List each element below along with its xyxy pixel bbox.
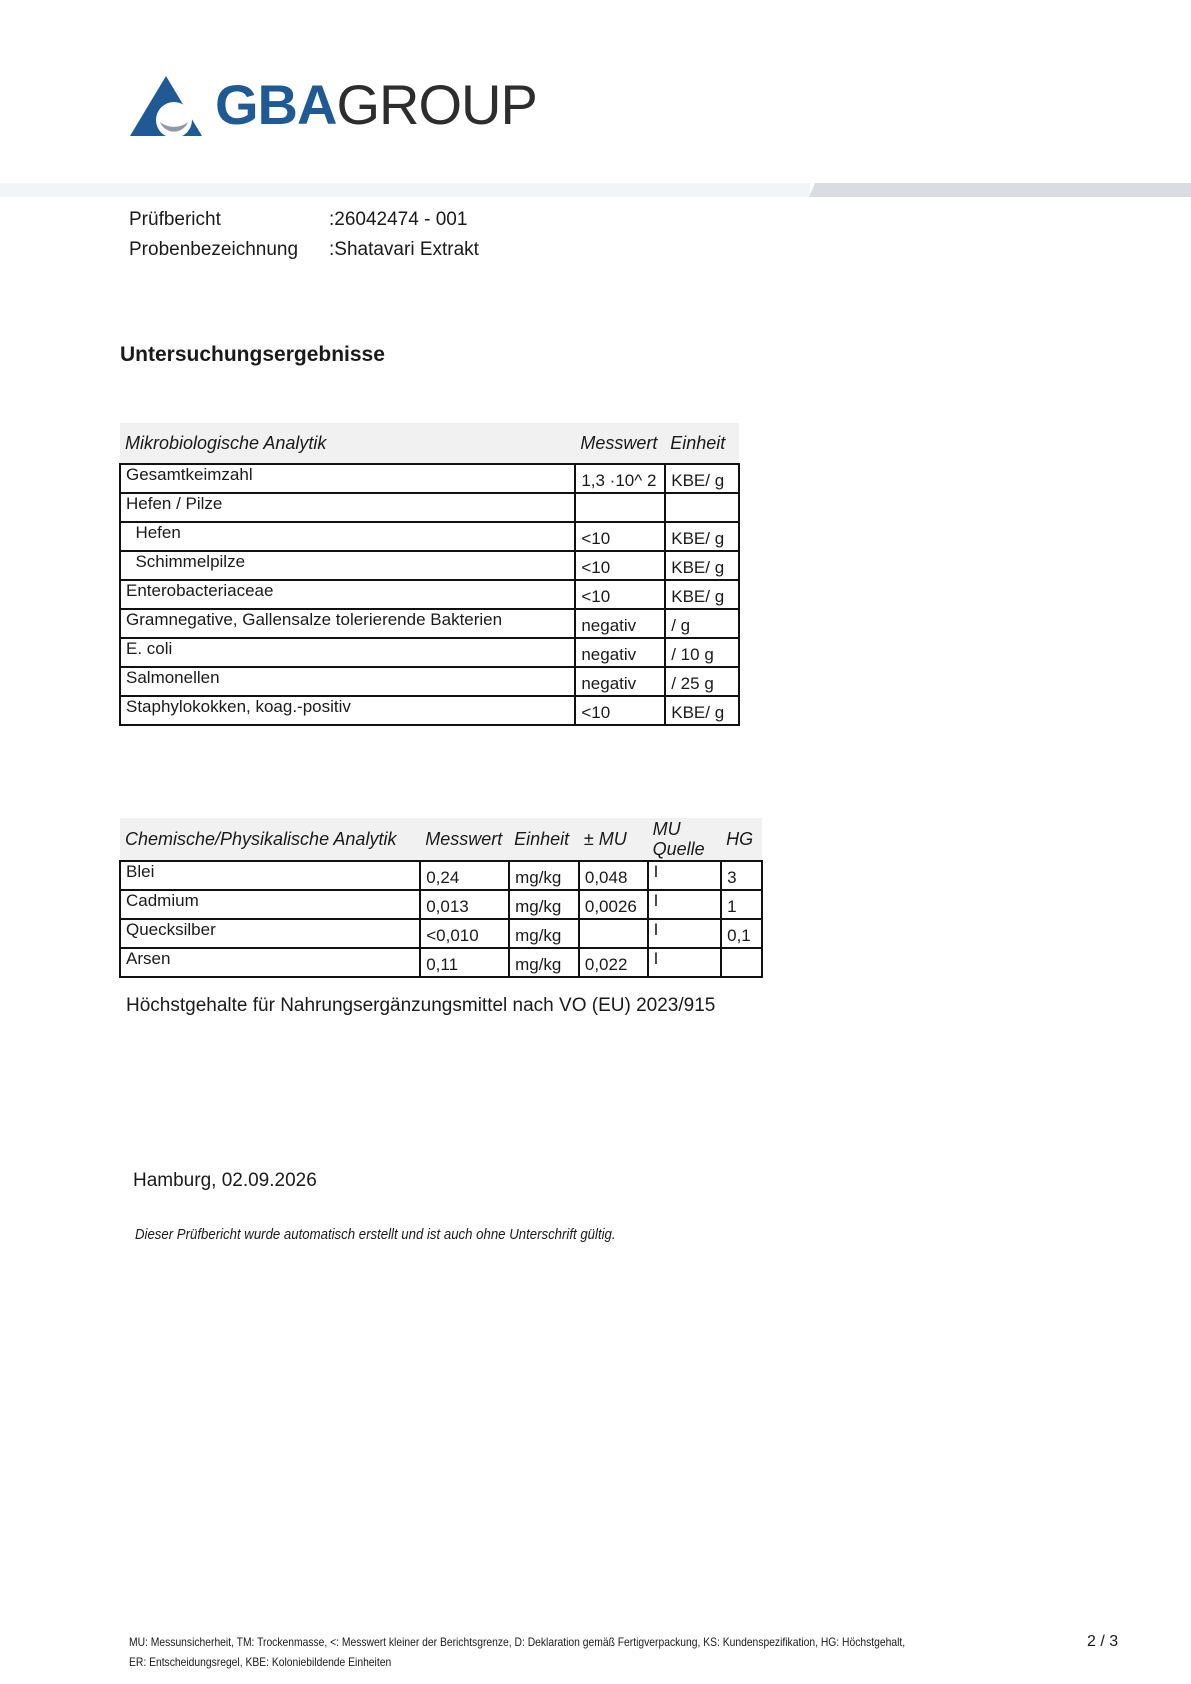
chem-row-value: <0,010 bbox=[420, 919, 509, 948]
logo-brand-light: GROUP bbox=[336, 73, 537, 136]
sample-name-value: :Shatavari Extrakt bbox=[329, 239, 479, 260]
chem-row-src: I bbox=[648, 919, 722, 948]
table-row bbox=[120, 609, 739, 638]
table-row bbox=[120, 919, 762, 948]
chem-header-value: Messwert bbox=[420, 818, 509, 861]
logo-brand-bold: GBA bbox=[215, 73, 337, 136]
chem-header-unit: Einheit bbox=[509, 818, 579, 861]
micro-row-unit: / g bbox=[665, 609, 739, 638]
micro-row-unit: KBE/ g bbox=[665, 551, 739, 580]
table-row bbox=[120, 522, 739, 551]
micro-row-unit: KBE/ g bbox=[665, 522, 739, 551]
chem-row-unit: mg/kg bbox=[509, 861, 579, 890]
limit-note: Höchstgehalte für Nahrungsergänzungsmittel nach VO (EU) 2023/915 bbox=[126, 995, 716, 1016]
micro-row-unit: KBE/ g bbox=[665, 696, 739, 725]
report-number-label: Prüfbericht bbox=[129, 209, 221, 230]
footer-abbreviations bbox=[129, 1632, 905, 1672]
micro-row-unit: KBE/ g bbox=[665, 464, 739, 493]
table-row bbox=[120, 551, 739, 580]
table-row bbox=[120, 493, 739, 522]
gba-triangle-logo-icon bbox=[130, 76, 210, 138]
micro-row-value: 1,3 ·10^ 2 bbox=[575, 464, 665, 493]
micro-header-unit: Einheit bbox=[665, 423, 739, 464]
chem-row-hg: 1 bbox=[721, 890, 762, 919]
table-row bbox=[120, 948, 762, 977]
chem-row-hg bbox=[721, 948, 762, 977]
micro-row-name: Schimmelpilze bbox=[120, 551, 575, 580]
chem-row-mu: 0,0026 bbox=[579, 890, 648, 919]
chem-row-value: 0,013 bbox=[420, 890, 509, 919]
micro-row-name: Hefen / Pilze bbox=[120, 493, 575, 522]
micro-row-value: <10 bbox=[575, 551, 665, 580]
footer-line-1: MU: Messunsicherheit, TM: Trockenmasse, <: Messwert kleiner der Berichtsgrenze, D: Deklaration gemäß Fertigverpackung, KS: Kundenspezifikation, HG: Höchstgehalt, bbox=[129, 1635, 906, 1649]
header-band bbox=[0, 183, 1191, 197]
micro-row-value: negativ bbox=[575, 667, 665, 696]
sample-name-label: Probenbezeichnung bbox=[129, 239, 299, 260]
chem-row-src: I bbox=[648, 861, 722, 890]
micro-row-value bbox=[575, 493, 665, 522]
micro-row-value: negativ bbox=[575, 609, 665, 638]
microbiology-header-row bbox=[120, 423, 739, 464]
table-row bbox=[120, 580, 739, 609]
micro-row-name: E. coli bbox=[120, 638, 575, 667]
micro-row-unit: / 10 g bbox=[665, 638, 739, 667]
chem-row-hg: 3 bbox=[721, 861, 762, 890]
micro-header-analysis: Mikrobiologische Analytik bbox=[120, 423, 575, 464]
micro-row-value: <10 bbox=[575, 522, 665, 551]
micro-row-name: Hefen bbox=[120, 522, 575, 551]
micro-row-value: <10 bbox=[575, 696, 665, 725]
micro-row-unit: KBE/ g bbox=[665, 580, 739, 609]
chem-header-mu: ± MU bbox=[579, 818, 648, 861]
table-row bbox=[120, 667, 739, 696]
place-date: Hamburg, 02.09.2026 bbox=[133, 1170, 317, 1191]
micro-row-unit: / 25 g bbox=[665, 667, 739, 696]
chem-row-mu bbox=[579, 919, 648, 948]
chem-row-name: Arsen bbox=[120, 948, 420, 977]
table-row bbox=[120, 464, 739, 493]
table-row bbox=[120, 890, 762, 919]
section-title: Untersuchungsergebnisse bbox=[120, 343, 385, 366]
chem-row-src: I bbox=[648, 948, 722, 977]
chem-row-value: 0,24 bbox=[420, 861, 509, 890]
page-number: 2 / 3 bbox=[1087, 1633, 1119, 1650]
chem-header-hg: HG bbox=[721, 818, 762, 861]
chem-row-src: I bbox=[648, 890, 722, 919]
micro-row-name: Gesamtkeimzahl bbox=[120, 464, 575, 493]
micro-row-name: Enterobacteriaceae bbox=[120, 580, 575, 609]
micro-row-name: Gramnegative, Gallensalze tolerierende Bakterien bbox=[120, 609, 575, 638]
company-logo bbox=[130, 73, 570, 146]
logo-wordmark bbox=[215, 70, 537, 140]
signature-disclaimer: Dieser Prüfbericht wurde automatisch erstellt und ist auch ohne Unterschrift gültig. bbox=[135, 1226, 616, 1243]
micro-row-value: <10 bbox=[575, 580, 665, 609]
footer-line-2: ER: Entscheidungsregel, KBE: Koloniebildende Einheiten bbox=[129, 1655, 392, 1669]
table-row bbox=[120, 696, 739, 725]
micro-row-name: Salmonellen bbox=[120, 667, 575, 696]
table-row bbox=[120, 638, 739, 667]
chem-header-analysis: Chemische/Physikalische Analytik bbox=[120, 818, 420, 861]
micro-row-name: Staphylokokken, koag.-positiv bbox=[120, 696, 575, 725]
micro-row-value: negativ bbox=[575, 638, 665, 667]
microbiology-table bbox=[119, 423, 740, 726]
chem-row-hg: 0,1 bbox=[721, 919, 762, 948]
chemistry-table bbox=[119, 818, 763, 978]
chem-row-name: Cadmium bbox=[120, 890, 420, 919]
chemistry-header-row bbox=[120, 818, 762, 861]
chem-row-name: Blei bbox=[120, 861, 420, 890]
report-number-value: :26042474 - 001 bbox=[329, 209, 468, 230]
chem-row-mu: 0,048 bbox=[579, 861, 648, 890]
chem-row-name: Quecksilber bbox=[120, 919, 420, 948]
micro-header-value: Messwert bbox=[575, 423, 665, 464]
chem-header-mu-source: MU Quelle bbox=[648, 818, 722, 861]
chem-row-unit: mg/kg bbox=[509, 919, 579, 948]
micro-row-unit bbox=[665, 493, 739, 522]
chem-row-value: 0,11 bbox=[420, 948, 509, 977]
chem-row-mu: 0,022 bbox=[579, 948, 648, 977]
chem-row-unit: mg/kg bbox=[509, 948, 579, 977]
table-row bbox=[120, 861, 762, 890]
chem-row-unit: mg/kg bbox=[509, 890, 579, 919]
